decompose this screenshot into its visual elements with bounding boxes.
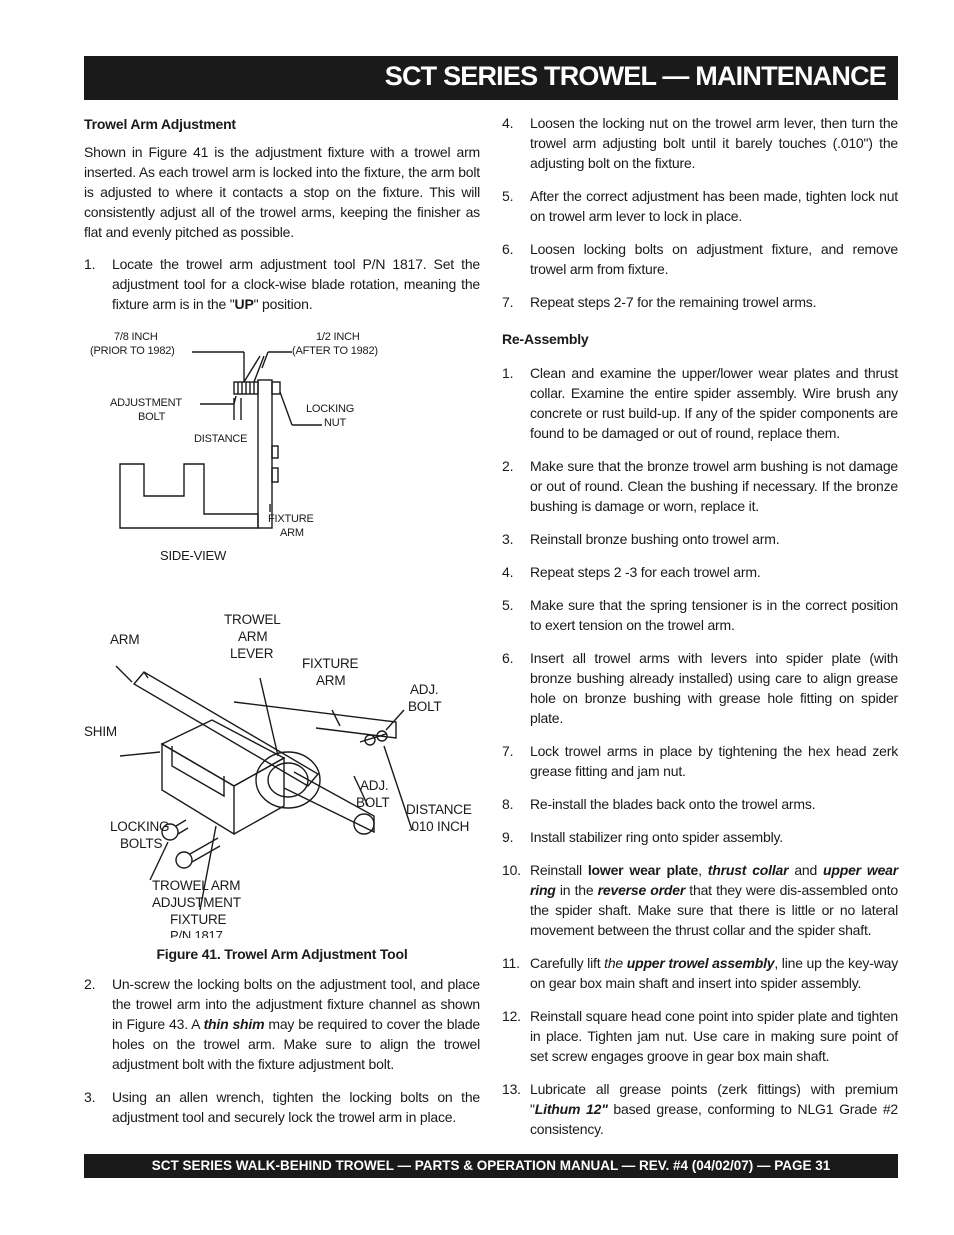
step-text: Reinstall square head cone point into spider plate and tighten in place. Tighten jam nut. Use care in making sure point of set screw engages groove in gear box main shaft. [530, 1008, 898, 1064]
locking-bolt-2 [176, 852, 192, 868]
step-text: Loosen the locking nut on the trowel arm lever, then turn the trowel arm adjusting bolt until it barely touches (.010") the adjusting bolt on the fixture. [530, 115, 898, 171]
list-item [502, 794, 898, 814]
step-text: in the [555, 882, 598, 898]
fixture-base-shape [120, 464, 258, 528]
label-bolt: BOLT [138, 411, 166, 423]
list-item [502, 648, 898, 728]
list-item [502, 456, 898, 516]
shim-shape [172, 746, 224, 796]
step-text-bold: UP [234, 296, 254, 312]
step-number: 13. [502, 1081, 521, 1097]
label-locking: LOCKING [110, 819, 170, 834]
steps-list-b [84, 974, 480, 1127]
step-number: 6. [502, 650, 514, 666]
fixture-arm-shape [234, 702, 396, 738]
label-arm: ARM [280, 527, 304, 539]
step-number: 7. [502, 294, 514, 310]
step-number: 1. [502, 365, 514, 381]
step-text: Make sure that the spring tensioner is in the correct position to exert tension on the trowel arm. [530, 597, 898, 633]
label-arm: ARM [238, 629, 268, 644]
list-item [502, 239, 898, 279]
step-number: 4. [502, 564, 514, 580]
step-number: 4. [502, 115, 514, 131]
step-number: 5. [502, 188, 514, 204]
list-item [502, 595, 898, 635]
list-item [502, 1079, 898, 1139]
step-text: Loosen locking bolts on adjustment fixture, and remove trowel arm from fixture. [530, 241, 898, 277]
list-item [502, 292, 898, 312]
step-text: that they were dis-assembled onto the spider shaft. Make sure that there is little or no lateral movement between the thrust collar and the spider shaft. [530, 882, 899, 938]
label-adjustment: ADJUSTMENT [152, 895, 241, 910]
step-text: After the correct adjustment has been made, tighten lock nut on trowel arm lever to lock in place. [530, 188, 898, 224]
label-locking: LOCKING [306, 403, 355, 415]
fixture-block-front [162, 744, 234, 834]
step-text: and [788, 862, 824, 878]
step-number: 6. [502, 241, 514, 257]
step-text: , line up the key-way on gear box main shaft and insert into spider assembly. [530, 955, 898, 991]
fixture-bolt-block [272, 446, 278, 458]
step-number: 5. [502, 597, 514, 613]
label-prior-to-1982: (PRIOR TO 1982) [90, 345, 175, 357]
step-text-italic: the [604, 955, 623, 971]
step-number: 3. [84, 1089, 96, 1105]
label-bolt: BOLT [408, 699, 442, 714]
step-number: 1. [84, 256, 96, 272]
step-text-emphasis: reverse order [597, 882, 686, 898]
step-number: 9. [502, 829, 514, 845]
step-text: based grease, conforming to NLG1 Grade #2 consistency. [530, 1101, 898, 1137]
step-text: Using an allen wrench, tighten the locking bolts on the adjustment tool and securely lock the trowel arm in place. [112, 1089, 480, 1125]
footer-text: SCT SERIES WALK-BEHIND TROWEL — PARTS & OPERATION MANUAL — REV. #4 (04/02/07) — PAGE 31 [151, 1158, 831, 1173]
label-1-2-inch: 1/2 INCH [316, 331, 360, 343]
label-fixture-2: FIXTURE [170, 912, 227, 927]
list-item [502, 860, 898, 940]
steps-list-c [502, 113, 898, 312]
step-number: 8. [502, 796, 514, 812]
header-bar [84, 56, 898, 100]
label-bolt-2: BOLT [356, 795, 390, 810]
step-text: Insert all trowel arms with levers into spider plate (with bronze bushing already installed) using care to align grease hole on bronze bushing with grease hole fitting on spider plate. [530, 650, 898, 726]
fixture-block-top [162, 720, 284, 786]
list-item [502, 953, 898, 993]
step-text-emphasis: thrust collar [707, 862, 789, 878]
step-text: Locate the trowel arm adjustment tool P/N 1817. Set the adjustment tool for a clock-wise blade rotation, meaning the fixture arm is in the " [112, 256, 480, 312]
step-text: Reinstall [530, 862, 588, 878]
iso-view-figure [84, 610, 480, 938]
step-text-emphasis: upper trowel assembly [626, 955, 775, 971]
left-column [84, 114, 480, 1127]
locking-nut-shape [272, 382, 280, 394]
section-heading-trowel-arm-adjustment: Trowel Arm Adjustment [84, 116, 236, 132]
list-item [502, 1006, 898, 1066]
step-text-bold: lower wear plate [587, 862, 699, 878]
label-distance: DISTANCE [194, 433, 248, 445]
label-lever: LEVER [230, 646, 274, 661]
side-view-diagram [84, 328, 480, 582]
label-adj-2: ADJ. [360, 778, 389, 793]
list-item [84, 254, 480, 314]
lever-shape [244, 356, 260, 382]
step-number: 2. [502, 458, 514, 474]
list-item [502, 113, 898, 173]
step-text: Un-screw the locking bolts on the adjustment tool, and place the trowel arm into the adjustment fixture channel as shown in Figure 43. A [112, 976, 480, 1032]
step-text: Repeat steps 2 -3 for each trowel arm. [530, 564, 761, 580]
label-distance: DISTANCE [406, 802, 472, 817]
label-nut: NUT [324, 417, 347, 429]
label-pn-1817: P/N 1817 [170, 928, 223, 938]
iso-view-diagram [84, 610, 480, 938]
list-item [84, 974, 480, 1074]
step-number: 2. [84, 976, 96, 992]
step-text: Lubricate all grease points (zerk fittings) with premium " [530, 1081, 898, 1117]
step-text: Clean and examine the upper/lower wear plates and thrust collar. Examine the entire spider assembly. Wire brush any concrete or rust build-up. If any of the spider components are found to be damaged or out of round, replace them. [530, 365, 898, 441]
steps-list-e [502, 860, 898, 1139]
lever-ring [256, 752, 320, 808]
label-adjustment: ADJUSTMENT [110, 397, 182, 409]
page-title: SCT SERIES TROWEL — MAINTENANCE [384, 61, 886, 91]
steps-list-d [502, 363, 898, 847]
label-trowel-arm: TROWEL ARM [152, 878, 241, 893]
steps-list-a [84, 254, 480, 314]
step-text: may be required to cover the blade holes on the trowel arm. Make sure to align the trowel adjustment bolt with the fixture adjustment bolt. [112, 1016, 480, 1072]
list-item [502, 529, 898, 549]
step-text: , [698, 862, 708, 878]
step-text: Re-install the blades back onto the trowel arms. [530, 796, 816, 812]
list-item [84, 1087, 480, 1127]
step-number: 3. [502, 531, 514, 547]
step-number: 10. [502, 862, 521, 878]
label-fixture: FIXTURE [302, 656, 359, 671]
list-item [502, 827, 898, 847]
list-item [502, 562, 898, 582]
label-after-to-1982: (AFTER TO 1982) [292, 345, 378, 357]
label-arm-left: ARM [110, 632, 140, 647]
label-adj: ADJ. [410, 682, 439, 697]
label-fixture-arm: ARM [316, 673, 346, 688]
step-text: Carefully lift [530, 955, 605, 971]
right-column [502, 113, 898, 1139]
step-text: " position. [253, 296, 313, 312]
step-text: Make sure that the bronze trowel arm bushing is not damage or out of round. Clean the bushing if necessary. If the bronze bushing is damage or worn, replace it. [530, 458, 898, 514]
step-text: Repeat steps 2-7 for the remaining trowel arms. [530, 294, 817, 310]
section-heading-re-assembly: Re-Assembly [502, 331, 589, 347]
step-text: Install stabilizer ring onto spider assembly. [530, 829, 783, 845]
label-shim: SHIM [84, 724, 117, 739]
step-text: Reinstall bronze bushing onto trowel arm. [530, 531, 780, 547]
intro-paragraph: Shown in Figure 41 is the adjustment fixture with a trowel arm inserted. As each trowel arm is locked into the fixture, the arm bolt is adjusted to where it contacts a stop on the fixture. This will consistently adjust all of the trowel arms, keeping the finisher as flat and evenly pitched as possible. [84, 144, 480, 240]
label-010-inch: .010 INCH [408, 819, 470, 834]
figure-caption: Figure 41. Trowel Arm Adjustment Tool [156, 946, 408, 962]
step-text: Lock trowel arms in place by tightening the hex head zerk grease fitting and jam nut. [530, 743, 898, 779]
step-text-emphasis: upper wear ring [530, 862, 898, 898]
fixture-bolt-block [272, 468, 278, 482]
list-item [502, 186, 898, 226]
side-view-figure [84, 328, 480, 582]
step-number: 11. [502, 955, 520, 971]
step-text-emphasis: Lithum 12" [534, 1101, 608, 1117]
step-text-emphasis: thin shim [203, 1016, 265, 1032]
list-item [502, 363, 898, 443]
footer-bar [84, 1154, 898, 1178]
list-item [502, 741, 898, 781]
step-number: 12. [502, 1008, 521, 1024]
label-7-8-inch: 7/8 INCH [114, 331, 158, 343]
step-number: 7. [502, 743, 514, 759]
label-trowel: TROWEL [224, 612, 281, 627]
label-fixture: FIXTURE [268, 513, 314, 525]
label-bolts: BOLTS [120, 836, 163, 851]
label-side-view: SIDE-VIEW [160, 548, 227, 563]
